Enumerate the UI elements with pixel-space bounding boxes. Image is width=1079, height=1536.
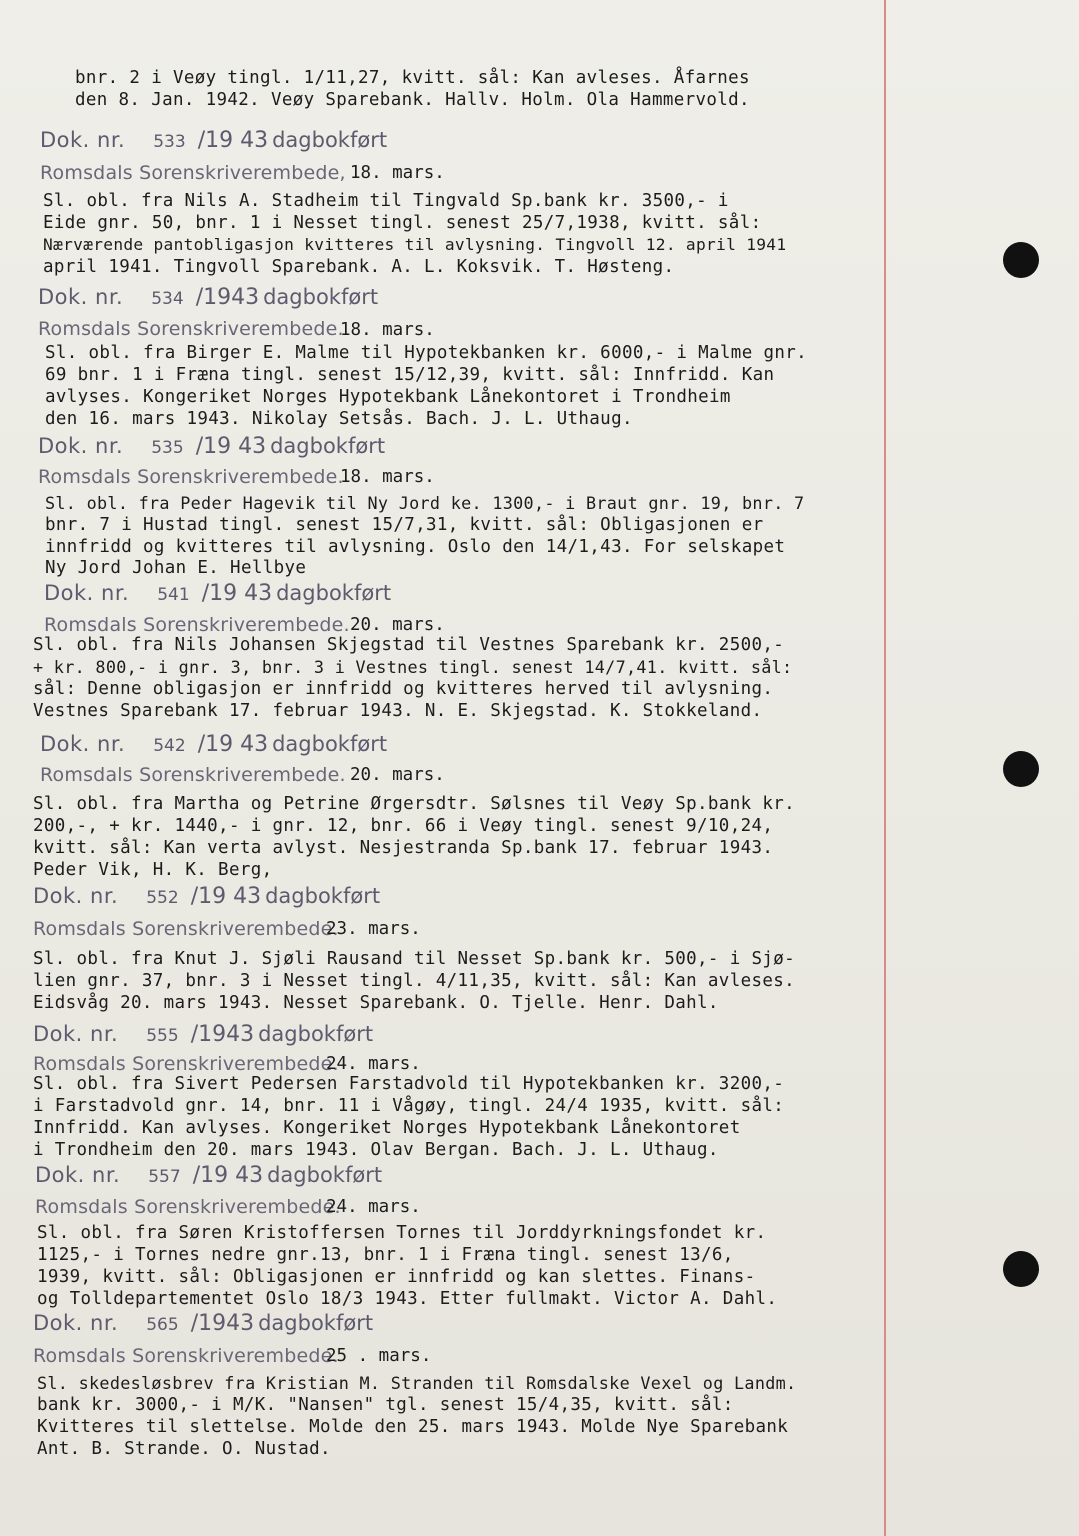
text-line: og Tolldepartementet Oslo 18/3 1943. Etter fullmakt. Victor A. Dahl.: [37, 1289, 778, 1309]
text-line: sål: Denne obligasjon er innfridd og kvitteres herved til avlysning.: [33, 679, 774, 699]
dok-stamp: [44, 581, 391, 606]
text-line: Sl. obl. fra Peder Hagevik til Ny Jord ke. 1300,- i Braut gnr. 19, bnr. 7: [45, 493, 805, 513]
text-line: bnr. 7 i Hustad tingl. senest 15/7,31, kvitt. sål: Obligasjonen er: [45, 515, 764, 535]
dok-label: Dok. nr.: [44, 581, 130, 605]
dok-year: /1943: [190, 1022, 255, 1047]
text-line: 200,-, + kr. 1440,- i gnr. 12, bnr. 66 i Veøy tingl. senest 9/10,24,: [33, 816, 774, 836]
text-line: kvitt. sål: Kan verta avlyst. Nesjestranda Sp.bank 17. februar 1943.: [33, 838, 774, 858]
entry-date: 24. mars.: [326, 1054, 421, 1074]
office-stamp: Romsdals Sorenskriverembede.: [44, 614, 350, 636]
text-line: 69 bnr. 1 i Fræna tingl. senest 15/12,39, kvitt. sål: Innfridd. Kan: [45, 365, 775, 385]
office-stamp: Romsdals Sorenskriverembede.: [33, 1053, 339, 1075]
text-line: Sl. skedesløsbrev fra Kristian M. Stranden til Romsdalske Vexel og Landm.: [37, 1373, 797, 1393]
dok-stamp: [33, 1311, 373, 1336]
dok-number: 557: [148, 1167, 181, 1187]
entry-date: 18. mars.: [350, 163, 445, 183]
text-line: den 8. Jan. 1942. Veøy Sparebank. Hallv. Holm. Ola Hammervold.: [75, 90, 750, 110]
dok-year: /19 43: [197, 732, 269, 757]
dok-number: 555: [146, 1026, 179, 1046]
text-line: Nærværende pantobligasjon kvitteres til avlysning. Tingvoll 12. april 1941: [43, 235, 787, 254]
dok-stamp: [35, 1163, 382, 1188]
dok-stamp: [33, 884, 380, 909]
dagbokfort-label: dagbokført: [272, 128, 388, 152]
dok-label: Dok. nr.: [33, 1311, 119, 1335]
office-stamp: Romsdals Sorenskriverembede,: [40, 162, 346, 184]
text-line: Sl. obl. fra Martha og Petrine Ørgersdtr. Sølsnes til Veøy Sp.bank kr.: [33, 794, 796, 814]
dagbokfort-label: dagbokført: [265, 884, 381, 908]
text-line: Kvitteres til slettelse. Molde den 25. mars 1943. Molde Nye Sparebank: [37, 1417, 789, 1437]
dok-year: /1943: [195, 285, 260, 310]
dok-label: Dok. nr.: [35, 1163, 121, 1187]
text-line: Sl. obl. fra Birger E. Malme til Hypotekbanken kr. 6000,- i Malme gnr.: [45, 343, 808, 363]
text-line: 1939, kvitt. sål: Obligasjonen er innfridd og kan slettes. Finans-: [37, 1267, 756, 1287]
text-line: Vestnes Sparebank 17. februar 1943. N. E. Skjegstad. K. Stokkeland.: [33, 701, 763, 721]
text-line: Sl. obl. fra Søren Kristoffersen Tornes til Jorddyrkningsfondet kr.: [37, 1223, 767, 1243]
text-line: lien gnr. 37, bnr. 3 i Nesset tingl. 4/11,35, kvitt. sål: Kan avleses.: [33, 971, 796, 991]
entry-date: 18. mars.: [340, 320, 435, 340]
dok-year: /19 43: [197, 128, 269, 153]
dok-stamp: [33, 1022, 373, 1047]
dok-label: Dok. nr.: [38, 285, 124, 309]
text-line: Sl. obl. fra Knut J. Sjøli Rausand til Nesset Sp.bank kr. 500,- i Sjø-: [33, 949, 796, 969]
dok-year: /19 43: [190, 884, 262, 909]
text-line: Eidsvåg 20. mars 1943. Nesset Sparebank. O. Tjelle. Henr. Dahl.: [33, 993, 719, 1013]
office-stamp: Romsdals Sorenskriverembede.: [35, 1196, 341, 1218]
text-line: i Farstadvold gnr. 14, bnr. 11 i Vågøy, tingl. 24/4 1935, kvitt. sål:: [33, 1096, 785, 1116]
dok-stamp: [40, 128, 387, 153]
office-stamp: Romsdals Sorenskriverembede.: [33, 1345, 339, 1367]
punch-hole: [1003, 751, 1039, 787]
dok-number: 535: [151, 438, 184, 458]
dagbokfort-label: dagbokført: [267, 1163, 383, 1187]
punch-hole: [1003, 1251, 1039, 1287]
entry-date: 20. mars.: [350, 765, 445, 785]
office-stamp: Romsdals Sorenskriverembede.: [33, 918, 339, 940]
entry-date: 24. mars.: [326, 1197, 421, 1217]
dok-number: 541: [157, 585, 190, 605]
dagbokfort-label: dagbokført: [272, 732, 388, 756]
text-line: 1125,- i Tornes nedre gnr.13, bnr. 1 i Fræna tingl. senest 13/6,: [37, 1245, 734, 1265]
dok-label: Dok. nr.: [33, 884, 119, 908]
dok-number: 542: [153, 736, 186, 756]
dagbokfort-label: dagbokført: [276, 581, 392, 605]
text-line: Sl. obl. fra Nils A. Stadheim til Tingvald Sp.bank kr. 3500,- i: [43, 191, 729, 211]
dagbokfort-label: dagbokført: [270, 434, 386, 458]
dok-stamp: [38, 434, 385, 459]
text-line: i Trondheim den 20. mars 1943. Olav Bergan. Bach. J. L. Uthaug.: [33, 1140, 719, 1160]
dok-stamp: [38, 285, 378, 310]
text-line: Eide gnr. 50, bnr. 1 i Nesset tingl. senest 25/7,1938, kvitt. sål:: [43, 213, 762, 233]
dok-number: 534: [151, 289, 184, 309]
text-line: april 1941. Tingvoll Sparebank. A. L. Koksvik. T. Høsteng.: [43, 257, 675, 277]
dok-label: Dok. nr.: [38, 434, 124, 458]
dok-number: 565: [146, 1315, 179, 1335]
dagbokfort-label: dagbokført: [258, 1311, 374, 1335]
dok-number: 533: [153, 132, 186, 152]
text-line: Ny Jord Johan E. Hellbye: [45, 558, 307, 578]
entry-date: 25 . mars.: [326, 1346, 432, 1366]
text-line: bnr. 2 i Veøy tingl. 1/11,27, kvitt. sål: Kan avleses. Åfarnes: [75, 68, 750, 88]
entry-date: 20. mars.: [350, 615, 445, 635]
text-line: Sl. obl. fra Nils Johansen Skjegstad til Vestnes Sparebank kr. 2500,-: [33, 635, 785, 655]
text-line: Sl. obl. fra Sivert Pedersen Farstadvold til Hypotekbanken kr. 3200,-: [33, 1074, 785, 1094]
office-stamp: Romsdals Sorenskriverembede.: [38, 466, 344, 488]
punch-hole: [1003, 242, 1039, 278]
dok-label: Dok. nr.: [40, 128, 126, 152]
office-stamp: Romsdals Sorenskriverembede.: [40, 764, 346, 786]
dok-year: /19 43: [195, 434, 267, 459]
text-line: + kr. 800,- i gnr. 3, bnr. 3 i Vestnes tingl. senest 14/7,41. kvitt. sål:: [33, 657, 793, 677]
text-line: den 16. mars 1943. Nikolay Setsås. Bach. J. L. Uthaug.: [45, 409, 633, 429]
dok-year: /19 43: [192, 1163, 264, 1188]
text-line: avlyses. Kongeriket Norges Hypotekbank Lånekontoret i Trondheim: [45, 387, 731, 407]
dok-year: /19 43: [201, 581, 273, 606]
dok-stamp: [40, 732, 387, 757]
text-line: bank kr. 3000,- i M/K. "Nansen" tgl. senest 15/4,35, kvitt. sål:: [37, 1395, 734, 1415]
dagbokfort-label: dagbokført: [263, 285, 379, 309]
dok-year: /1943: [190, 1311, 255, 1336]
margin-rule: [884, 0, 886, 1536]
entry-date: 18. mars.: [340, 467, 435, 487]
entry-date: 23. mars.: [326, 919, 421, 939]
dok-label: Dok. nr.: [33, 1022, 119, 1046]
text-line: innfridd og kvitteres til avlysning. Oslo den 14/1,43. For selskapet: [45, 537, 786, 557]
text-line: Innfridd. Kan avlyses. Kongeriket Norges Hypotekbank Lånekontoret: [33, 1118, 741, 1138]
office-stamp: Romsdals Sorenskriverembede.: [38, 318, 344, 340]
text-line: Ant. B. Strande. O. Nustad.: [37, 1439, 331, 1459]
dok-number: 552: [146, 888, 179, 908]
dok-label: Dok. nr.: [40, 732, 126, 756]
dagbokfort-label: dagbokført: [258, 1022, 374, 1046]
text-line: Peder Vik, H. K. Berg,: [33, 860, 273, 880]
